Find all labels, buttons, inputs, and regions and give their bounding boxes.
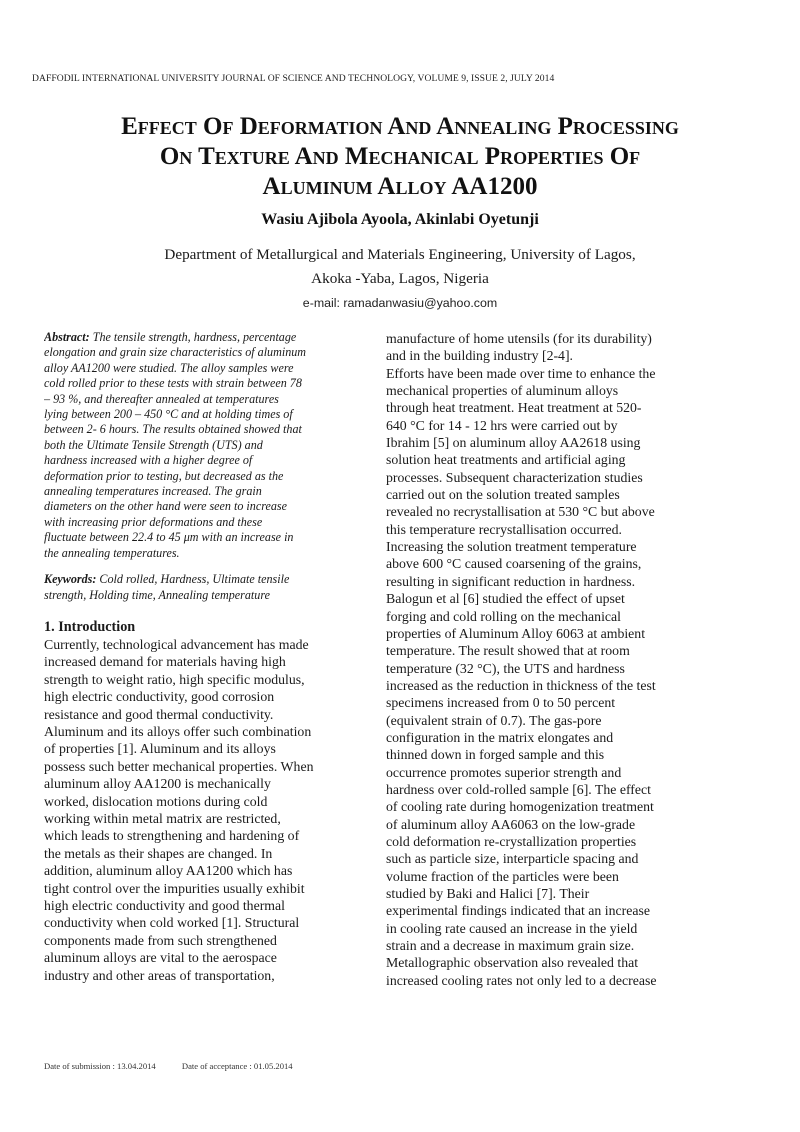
- abstract-box-line: hardness increased with a higher degree of: [44, 453, 253, 468]
- keywords-label: Keywords:: [44, 572, 97, 587]
- intro-left-line: tight control over the impurities usually exhibit: [44, 880, 305, 896]
- intro-left-line: the metals as their shapes are changed. In: [44, 845, 273, 861]
- abstract-box-line: between 2- 6 hours. The results obtained showed that: [44, 422, 302, 437]
- intro-right-line: strain and a decrease in maximum grain size.: [386, 938, 635, 954]
- authors: Wasiu Ajibola Ayoola, Akinlabi Oyetunji: [261, 211, 539, 228]
- intro-left-line: worked, dislocation motions during cold: [44, 793, 268, 809]
- section-heading-introduction: 1. Introduction: [44, 618, 136, 635]
- abstract-box-line: both the Ultimate Tensile Strength (UTS) and: [44, 437, 263, 452]
- submission-date: Date of submission : 13.04.2014: [44, 1061, 156, 1071]
- title-line: Effect Of Deformation And Annealing Processing: [121, 113, 679, 140]
- intro-right-line: cold deformation re-crystallization properties: [386, 833, 637, 849]
- abstract-text: The tensile strength, hardness, percentage: [89, 330, 297, 344]
- submission-dates: [44, 1061, 444, 1071]
- abstract: [44, 330, 362, 561]
- affiliation-line: Akoka -Yaba, Lagos, Nigeria: [311, 270, 489, 287]
- intro-right-line: through heat treatment. Heat treatment at 520-: [386, 400, 642, 416]
- intro-left-line: high electric conductivity, good corrosion: [44, 689, 275, 705]
- intro-left-line: addition, aluminum alloy AA1200 which has: [44, 863, 293, 879]
- intro-right-line: increased cooling rates not only led to a decrease: [386, 972, 657, 988]
- intro-right-line: carried out on the solution treated samples: [386, 487, 620, 503]
- intro-right-line: resulting in significant reduction in hardness.: [386, 573, 636, 589]
- abstract-box-line: elongation and grain size characteristics of aluminum: [44, 345, 307, 360]
- intro-right-line: in cooling rate caused an increase in the yield: [386, 920, 638, 936]
- intro-left-line: working within metal matrix are restricted,: [44, 810, 281, 826]
- intro-right-line: mechanical properties of aluminum alloys: [386, 383, 619, 399]
- abstract-box-line: – 93 %, and thereafter annealed at temperatures: [44, 391, 279, 406]
- abstract-line: [44, 330, 362, 345]
- intro-right-line: occurrence promotes superior strength and: [386, 764, 622, 780]
- intro-right-line: Increasing the solution treatment temperature: [386, 539, 637, 555]
- intro-right-line: thinned down in forged sample and this: [386, 747, 605, 763]
- intro-right-line: Efforts have been made over time to enhance the: [386, 365, 656, 381]
- abstract-box-line: fluctuate between 22.4 to 45 μm with an increase in: [44, 530, 294, 545]
- intro-right-line: (equivalent strain of 0.7). The gas-pore: [386, 712, 602, 728]
- intro-right-line: forging and cold rolling on the mechanical: [386, 608, 621, 624]
- affiliation: [30, 243, 770, 291]
- intro-right-line: specimens increased from 0 to 50 percent: [386, 695, 616, 711]
- intro-left-line: which leads to strengthening and hardening of: [44, 828, 300, 844]
- abstract-box-line: alloy AA1200 were studied. The alloy samples were: [44, 360, 294, 375]
- intro-left-line: components made from such strengthened: [44, 932, 277, 948]
- intro-left-line: Currently, technological advancement has made: [44, 636, 309, 652]
- intro-right-line: Metallographic observation also revealed that: [386, 955, 639, 971]
- intro-left-line: strength to weight ratio, high specific modulus,: [44, 671, 305, 687]
- intro-left-line: aluminum alloy AA1200 is mechanically: [44, 776, 271, 792]
- intro-right-line: temperature. The result showed that at room: [386, 643, 630, 659]
- intro-right-line: and in the building industry [2-4].: [386, 348, 573, 364]
- introduction-text: [44, 636, 362, 984]
- keywords-box-line: strength, Holding time, Annealing temperature: [44, 587, 270, 602]
- affiliation-line: Department of Metallurgical and Materials Engineering, University of Lagos,: [164, 246, 636, 263]
- intro-right-line: hardness over cold-rolled sample [6]. The effect: [386, 781, 651, 797]
- intro-left-line: high electric conductivity and good thermal: [44, 898, 285, 913]
- intro-right-line: of cooling rate during homogenization treatment: [386, 799, 654, 815]
- introduction-text-continued: [386, 330, 708, 989]
- keywords-line: [44, 572, 362, 587]
- intro-right-line: Ibrahim [5] on aluminum alloy AA2618 using: [386, 435, 641, 451]
- author-email: e-mail: ramadanwasiu@yahoo.com: [302, 296, 498, 310]
- intro-left-line: resistance and good thermal conductivity.: [44, 706, 274, 722]
- abstract-box-line: diameters on the other hand were seen to increase: [44, 499, 287, 514]
- paper-title: [30, 112, 770, 202]
- abstract-box-line: annealing temperatures increased. The grain: [44, 484, 262, 499]
- keywords-text: Cold rolled, Hardness, Ultimate tensile: [96, 572, 290, 587]
- intro-right-line: revealed no recrystallisation at 530 °C but above: [386, 504, 655, 520]
- intro-left-line: of properties [1]. Aluminum and its alloys: [44, 741, 276, 757]
- intro-right-line: temperature (32 °C), the UTS and hardness: [386, 660, 625, 676]
- right-column: [386, 330, 708, 989]
- intro-right-line: this temperature recrystallisation occurred.: [386, 521, 622, 537]
- intro-right-line: properties of Aluminum Alloy 6063 at ambient: [386, 625, 646, 641]
- intro-left-line: possess such better mechanical properties. When: [44, 758, 314, 774]
- intro-left-line: increased demand for materials having high: [44, 654, 286, 670]
- intro-left-line: conductivity when cold worked [1]. Structural: [44, 915, 300, 931]
- title-line: Aluminum Alloy AA1200: [262, 173, 538, 200]
- journal-header: DAFFODIL INTERNATIONAL UNIVERSITY JOURNAL OF SCIENCE AND TECHNOLOGY, VOLUME 9, ISSUE 2, JULY 2014: [32, 73, 555, 84]
- abstract-box-line: deformation prior to testing, but decreased as the: [44, 468, 284, 483]
- intro-right-line: above 600 °C caused coarsening of the grains,: [386, 556, 642, 572]
- abstract-box-line: cold rolled prior to these tests with strain between 78: [44, 376, 302, 391]
- title-line: On Texture And Mechanical Properties Of: [159, 143, 641, 170]
- intro-left-line: industry and other areas of transportation,: [44, 967, 275, 983]
- keywords: [44, 572, 362, 603]
- intro-right-line: studied by Baki and Halici [7]. Their: [386, 886, 590, 901]
- abstract-box-line: with increasing prior deformations and these: [44, 514, 263, 529]
- intro-right-line: such as particle size, interparticle spacing and: [386, 851, 639, 867]
- intro-right-line: configuration in the matrix elongates and: [386, 729, 614, 745]
- intro-left-line: aluminum alloys are vital to the aerospace: [44, 950, 277, 966]
- abstract-box-line: lying between 200 – 450 °C and at holding times of: [44, 407, 293, 422]
- intro-right-line: of aluminum alloy AA6063 on the low-grade: [386, 816, 636, 832]
- intro-right-line: manufacture of home utensils (for its durability): [386, 331, 652, 346]
- intro-right-line: Balogun et al [6] studied the effect of upset: [386, 591, 625, 607]
- intro-right-line: volume fraction of the particles were been: [386, 868, 619, 884]
- intro-right-line: increased as the reduction in thickness of the test: [386, 677, 656, 693]
- intro-left-line: Aluminum and its alloys offer such combination: [44, 723, 312, 739]
- acceptance-date: Date of acceptance : 01.05.2014: [181, 1061, 293, 1071]
- abstract-box-line: the annealing temperatures.: [44, 545, 180, 560]
- intro-right-line: solution heat treatments and artificial aging: [386, 452, 626, 468]
- intro-right-line: experimental findings indicated that an increase: [386, 903, 650, 919]
- abstract-label: Abstract:: [44, 330, 90, 344]
- intro-right-line: 640 °C for 14 - 12 hrs were carried out by: [386, 417, 618, 433]
- left-column: [44, 330, 362, 984]
- intro-right-line: processes. Subsequent characterization studies: [386, 469, 643, 485]
